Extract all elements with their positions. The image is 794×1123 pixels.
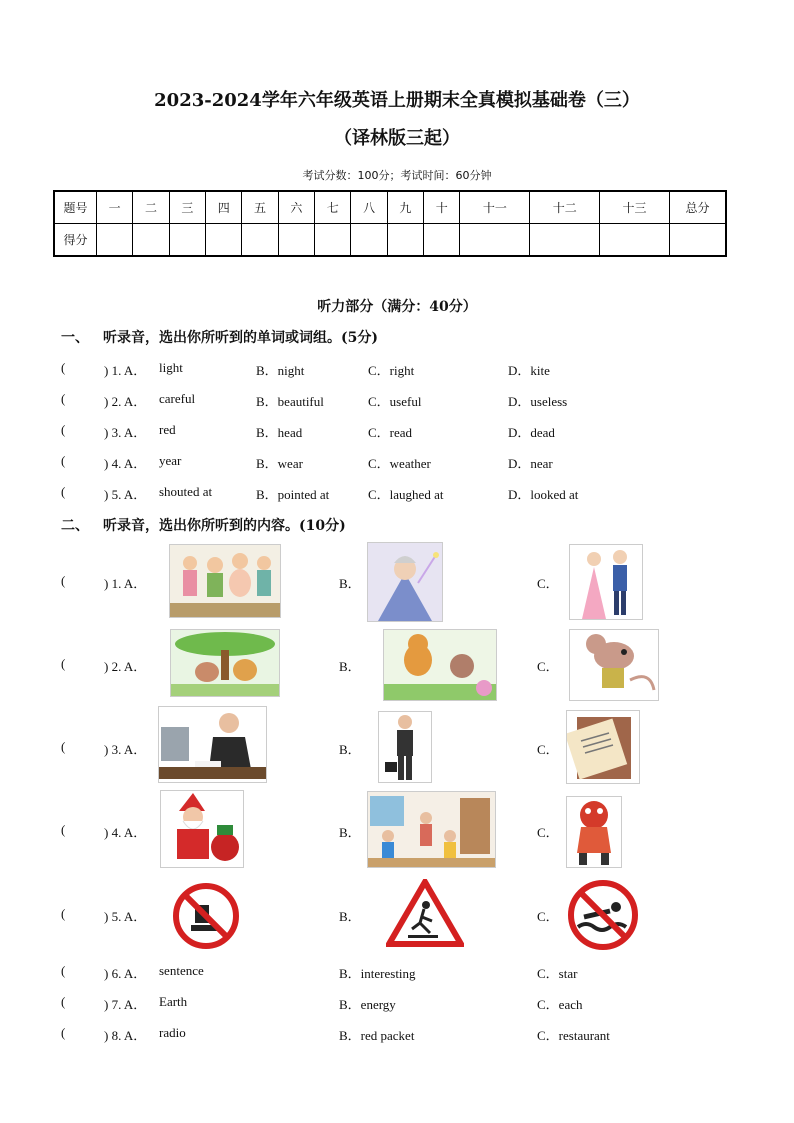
- option-b: B．red packet: [339, 1028, 415, 1043]
- part2-number: 二、: [61, 518, 89, 534]
- option-c: C．: [537, 825, 559, 840]
- cat-and-mouse-image[interactable]: [383, 629, 497, 701]
- option-c: C．: [537, 909, 559, 924]
- option-d: D．dead: [508, 425, 555, 440]
- option-b: B．: [339, 659, 361, 674]
- score-input-cell[interactable]: [351, 224, 387, 257]
- score-input-cell[interactable]: [133, 224, 169, 257]
- family-cartoon-image[interactable]: [169, 544, 281, 618]
- score-cell: 十一: [460, 191, 530, 224]
- answer-paren[interactable]: (: [61, 573, 66, 588]
- question-number: ) 3. A．: [104, 742, 147, 757]
- answer-paren[interactable]: (: [61, 453, 66, 468]
- question-number: ) 5. A．: [104, 487, 147, 502]
- question-number: ) 3. A．: [104, 425, 147, 440]
- answer-paren[interactable]: (: [61, 739, 66, 754]
- score-table-header-row: [54, 191, 726, 224]
- answer-paren[interactable]: (: [61, 391, 66, 406]
- option-b: B．: [339, 825, 361, 840]
- option-d: D．kite: [508, 363, 550, 378]
- answer-paren[interactable]: (: [61, 963, 66, 978]
- score-cell: 一: [97, 191, 133, 224]
- option-c: C．: [537, 742, 559, 757]
- score-table: [53, 190, 727, 257]
- option-c: C．star: [537, 966, 578, 981]
- score-cell: 十二: [530, 191, 600, 224]
- prince-princess-image[interactable]: [569, 544, 643, 620]
- answer-paren[interactable]: (: [61, 994, 66, 1009]
- listening-heading: 听力部分（满分：40分）: [317, 299, 477, 315]
- score-input-cell[interactable]: [169, 224, 205, 257]
- man-at-computer-image[interactable]: [158, 706, 267, 783]
- option-b: B．: [339, 742, 361, 757]
- answer-paren[interactable]: (: [61, 1025, 66, 1040]
- page-title: 2023-2024学年六年级英语上册期末全真模拟基础卷（三）: [154, 90, 640, 111]
- option-a: radio: [159, 1025, 186, 1040]
- question-number: ) 2. A．: [104, 659, 147, 674]
- option-c: C．each: [537, 997, 583, 1012]
- score-input-cell[interactable]: [530, 224, 600, 257]
- family-cleaning-image[interactable]: [367, 791, 496, 868]
- answer-paren[interactable]: (: [61, 656, 66, 671]
- option-a: red: [159, 422, 176, 437]
- score-input-cell[interactable]: [670, 224, 727, 257]
- answer-paren[interactable]: (: [61, 360, 66, 375]
- fairy-godmother-image[interactable]: [367, 542, 443, 622]
- question-number: ) 1. A．: [104, 576, 147, 591]
- score-cell: 十三: [600, 191, 670, 224]
- answer-paren[interactable]: (: [61, 906, 66, 921]
- option-b: B．night: [256, 363, 305, 378]
- part1-number: 一、: [61, 330, 89, 346]
- score-cell: 九: [387, 191, 423, 224]
- option-b: B．wear: [256, 456, 303, 471]
- option-c: C．read: [368, 425, 413, 440]
- slippery-warning-sign-image[interactable]: [386, 879, 464, 947]
- score-input-cell[interactable]: [600, 224, 670, 257]
- answer-paren[interactable]: (: [61, 422, 66, 437]
- option-a: shouted at: [159, 484, 213, 499]
- part1-heading: 听录音，选出你所听到的单词或词组。(5分): [103, 330, 378, 346]
- score-row-label: 得分: [54, 224, 97, 257]
- question-number: ) 6. A．: [104, 966, 147, 981]
- option-b: B．interesting: [339, 966, 416, 981]
- option-a: sentence: [159, 963, 204, 978]
- score-cell: 十: [424, 191, 460, 224]
- score-cell: 五: [242, 191, 278, 224]
- option-b: B．energy: [339, 997, 396, 1012]
- lion-dance-image[interactable]: [566, 796, 622, 868]
- question-number: ) 2. A．: [104, 394, 147, 409]
- score-cell: 二: [133, 191, 169, 224]
- option-a: year: [159, 453, 182, 468]
- man-on-phone-image[interactable]: [378, 711, 432, 783]
- santa-claus-image[interactable]: [160, 790, 244, 868]
- part2-heading: 听录音，选出你所听到的内容。(10分): [103, 518, 346, 534]
- score-cell: 题号: [54, 191, 97, 224]
- question-number: ) 4. A．: [104, 456, 147, 471]
- option-c: C．laughed at: [368, 487, 444, 502]
- answer-paren[interactable]: (: [61, 484, 66, 499]
- option-a: light: [159, 360, 183, 375]
- question-number: ) 1. A．: [104, 363, 147, 378]
- mouse-character-image[interactable]: [569, 629, 659, 701]
- option-d: D．near: [508, 456, 553, 471]
- option-b: B．: [339, 909, 361, 924]
- score-cell: 总分: [670, 191, 727, 224]
- no-eating-sign-image[interactable]: [173, 883, 239, 949]
- option-c: C．: [537, 576, 559, 591]
- score-input-cell[interactable]: [97, 224, 133, 257]
- option-d: D．looked at: [508, 487, 579, 502]
- page-subtitle: （译林版三起）: [334, 128, 460, 149]
- score-input-cell[interactable]: [387, 224, 423, 257]
- no-swimming-sign-image[interactable]: [566, 879, 640, 951]
- exam-info: 考试分数：100分；考试时间：60分钟: [302, 169, 492, 182]
- score-input-cell[interactable]: [278, 224, 314, 257]
- option-c: C．useful: [368, 394, 422, 409]
- score-cell: 六: [278, 191, 314, 224]
- option-b: B．pointed at: [256, 487, 330, 502]
- answer-paren[interactable]: (: [61, 822, 66, 837]
- score-input-cell[interactable]: [460, 224, 530, 257]
- score-input-cell[interactable]: [206, 224, 242, 257]
- option-d: D．useless: [508, 394, 568, 409]
- question-number: ) 4. A．: [104, 825, 147, 840]
- score-cell: 四: [206, 191, 242, 224]
- option-b: B．head: [256, 425, 303, 440]
- option-c: C．weather: [368, 456, 431, 471]
- score-input-cell[interactable]: [424, 224, 460, 257]
- option-a: careful: [159, 391, 196, 406]
- letter-document-image[interactable]: [566, 710, 640, 784]
- mice-in-forest-image[interactable]: [170, 629, 280, 697]
- score-input-cell[interactable]: [315, 224, 351, 257]
- option-c: C．: [537, 659, 559, 674]
- score-table-score-row: [54, 224, 726, 257]
- option-c: C．restaurant: [537, 1028, 610, 1043]
- score-input-cell[interactable]: [242, 224, 278, 257]
- option-b: B．beautiful: [256, 394, 324, 409]
- score-cell: 八: [351, 191, 387, 224]
- score-cell: 三: [169, 191, 205, 224]
- option-a: Earth: [159, 994, 188, 1009]
- option-b: B．: [339, 576, 361, 591]
- question-number: ) 7. A．: [104, 997, 147, 1012]
- option-c: C．right: [368, 363, 415, 378]
- score-cell: 七: [315, 191, 351, 224]
- question-number: ) 5. A．: [104, 909, 147, 924]
- question-number: ) 8. A．: [104, 1028, 147, 1043]
